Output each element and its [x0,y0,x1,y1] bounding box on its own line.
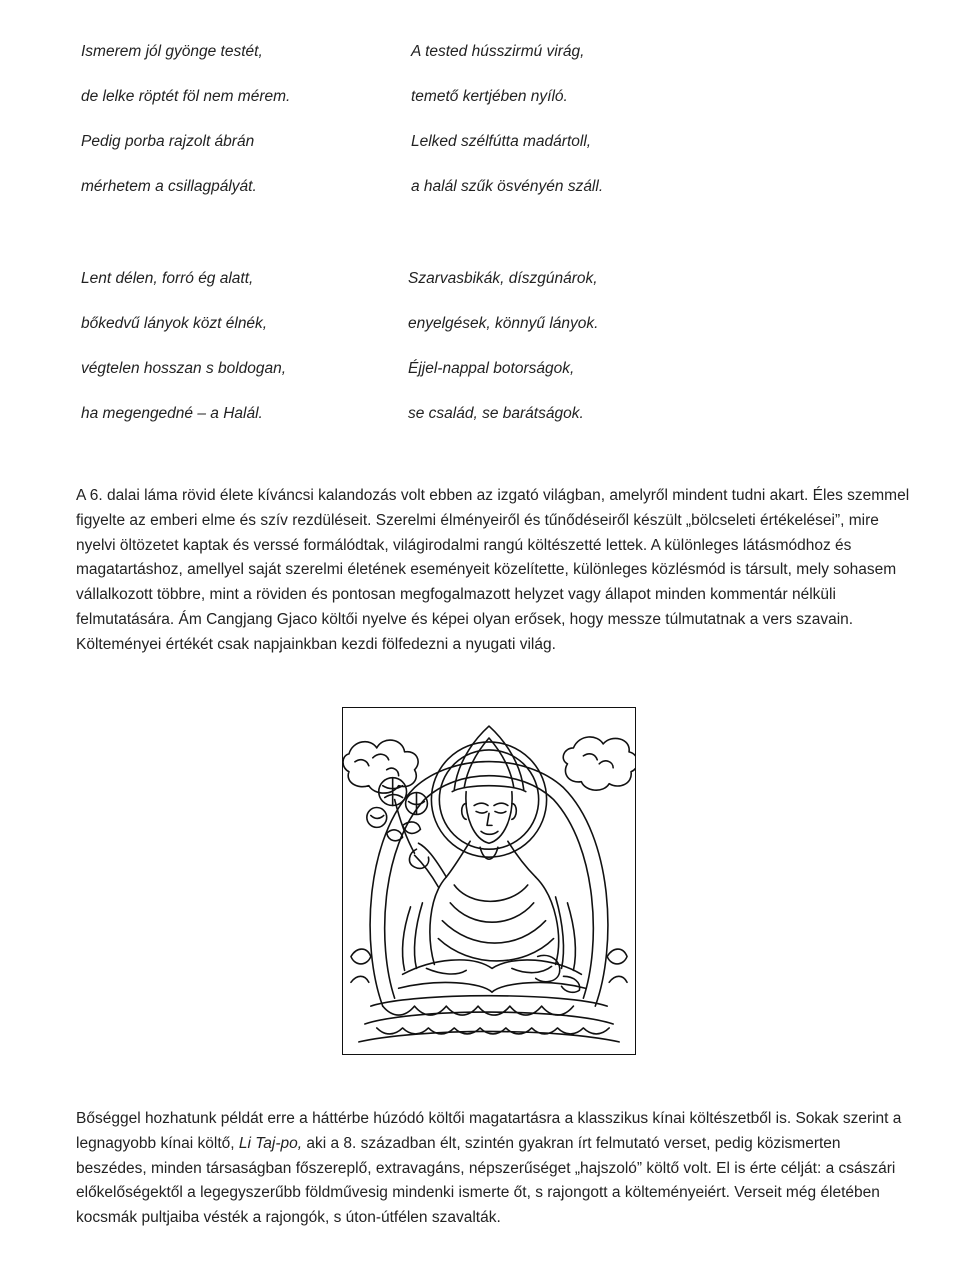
paragraph-line: beszédes, minden társaságban főszereplő, extravagáns, népszerűséget „hajszoló” költő volt. El is érte célját: a császári [76,1159,896,1177]
body-paragraph-2 [76,1107,936,1231]
verse-line: se család, se barátságok. [408,405,584,422]
paragraph-line: vállalkozott többre, mint a röviden és pontosan megfogalmazott helyzet vagy állapot minden kommentár nélküli [76,586,836,604]
text-run: aki a 8. században élt, szintén gyakran írt felmutató verset, pedig közismerten [302,1134,841,1152]
paragraph-line: kocsmák pultjaiba vésték a rajongók, s úton-útfélen szavalták. [76,1209,501,1227]
verse-line: Lelked szélfútta madártoll, [411,133,592,150]
verse-line: Pedig porba rajzolt ábrán [81,133,255,150]
verse-line: mérhetem a csillagpályát. [81,178,257,195]
paragraph-line: nyelvi öltözetet kaptak és verssé formálódtak, világirodalmi rangú költészetté lettek. A különleges látásmódhoz és [76,536,852,554]
verse-line: végtelen hosszan s boldogan, [81,360,287,377]
lama-drawing [343,708,635,1054]
verse-line: enyelgések, könnyű lányok. [408,315,599,332]
verse-line: ha megengedné – a Halál. [81,405,263,422]
paragraph-line: Bőséggel hozhatunk példát erre a háttérbe húzódó költői magatartásra a klasszikus kínai költészetből is. Sokak szerint a [76,1110,902,1127]
paragraph-line: Költeményei értékét csak napjainkban kezdi fölfedezni a nyugati világ. [76,635,556,653]
verse-line: Szarvasbikák, díszgúnárok, [408,270,598,287]
paragraph-line: magatartáshoz, amellyel saját szerelmi életének eseményeit közelítette, különleges közlésmód is társult, mely sohasem [76,561,897,579]
paragraph-line: figyelte az emberi elme és szív rezdüléseit. Szerelmi élményeiről és tűnődéseiről készült „bölcseleti értékelései”, mire [76,511,879,529]
paragraph-line: előkelőségektől a legegyszerűbb földművesig mindenki ismerte őt, s rajongott a költeményeiért. Verseit még életében [76,1184,880,1202]
verse-line: bőkedvű lányok közt élnék, [81,315,268,332]
text-run: legnagyobb kínai költő, [76,1134,239,1152]
paragraph-line [76,1132,936,1157]
verse-line: de lelke röptét föl nem mérem. [81,88,291,105]
verse-line: A tested hússzirmú virág, [411,43,585,60]
poet-name: Li Taj-po, [238,1134,303,1152]
verse-line: a halál szűk ösvényén száll. [411,178,604,195]
lama-illustration [342,707,636,1055]
verse-line: Ismerem jól gyönge testét, [81,43,263,60]
verse-line: Lent délen, forró ég alatt, [81,270,254,287]
verse-line: temető kertjében nyíló. [411,88,568,105]
paragraph-line: felmutatására. Ám Cangjang Gjaco költői nyelve és képei olyan erősek, hogy messze túlmutatnak a vers szavain. [76,610,854,628]
verse-line: Éjjel-nappal botorságok, [408,360,575,377]
paragraph-line: A 6. dalai láma rövid élete kíváncsi kalandozás volt ebben az izgató világban, amelyről mindent tudni akart. Éles szemmel [76,487,910,504]
body-paragraph-1 [76,484,936,658]
